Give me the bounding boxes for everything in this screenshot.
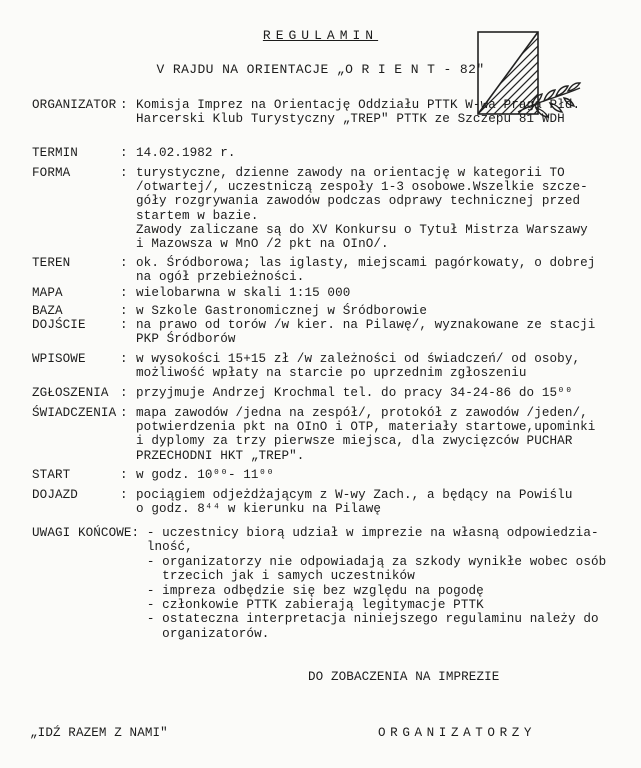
section-value-line: potwierdzenia pkt na OInO i OTP, materiały startowe,upominki: [136, 420, 596, 435]
section-value-line: i dyplomy za trzy pierwsze miejsca, dla zwycięzców PUCHAR: [136, 434, 573, 449]
section-value: [136, 468, 641, 482]
section-value: [136, 286, 641, 300]
section-label: MAPA: [32, 286, 63, 300]
remarks-line: - ostateczna interpretacja niniejszego regulaminu należy do: [32, 612, 599, 627]
section-label: ORGANIZATOR: [32, 98, 117, 112]
label-colon: :: [120, 286, 128, 300]
label-colon: :: [120, 318, 128, 332]
section-label: BAZA: [32, 304, 63, 318]
section-value-line: Zawody zaliczane są do XV Konkursu o Tytuł Mistrza Warszawy: [136, 222, 588, 237]
label-colon: :: [120, 146, 128, 160]
section-value-line: wielobarwna w skali 1:15 000: [136, 286, 351, 300]
section-value-line: na ogół przebieżności.: [136, 270, 305, 285]
section-value-line: PRZECHODNI HKT „TREP".: [136, 448, 305, 463]
section-value: [136, 352, 641, 380]
label-colon: :: [120, 166, 128, 180]
section-label: ŚWIADCZENIA: [32, 406, 117, 420]
section-value-line: w godz. 10⁰⁰- 11⁰⁰: [136, 468, 274, 482]
section-label: DOJAZD: [32, 488, 78, 502]
section-value-line: i Mazowsza w MnO /2 pkt na OInO/.: [136, 237, 389, 252]
section-value-line: ok. Śródborowa; las iglasty, miejscami pagórkowaty, o dobrej: [136, 256, 596, 270]
remarks-line: - impreza odbędzie się bez względu na pogodę: [32, 583, 484, 598]
section-value-line: o godz. 8⁴⁴ w kierunku na Pilawę: [136, 502, 382, 517]
section-value-line: startem w bazie.: [136, 208, 259, 223]
section-value-line: 14.02.1982 r.: [136, 146, 236, 160]
label-colon: :: [120, 256, 128, 270]
remarks-block: [32, 526, 606, 641]
label-colon: :: [120, 352, 128, 366]
remarks-line: - organizatorzy nie odpowiadają za szkody wynikłe wobec osób: [32, 554, 607, 569]
section-label: FORMA: [32, 166, 71, 180]
section-label: TEREN: [32, 256, 71, 270]
label-colon: :: [120, 488, 128, 502]
motto-text: „IDŹ RAZEM Z NAMI": [30, 726, 168, 740]
section-value: [136, 146, 641, 160]
signature-text: ORGANIZATORZY: [378, 726, 537, 740]
section-value: [136, 166, 641, 251]
section-value-line: turystyczne, dzienne zawody na orientację w kategorii TO: [136, 166, 565, 180]
section-value-line: Harcerski Klub Turystyczny „TREP" PTTK ze Szczepu 81 WDH: [136, 112, 565, 127]
section-value: [136, 98, 641, 126]
section-value-line: pociągiem odjeżdżającym z W-wy Zach., a będący na Powiślu: [136, 488, 573, 502]
document-subtitle: V RAJDU NA ORIENTACJE „O R I E N T - 82": [156, 62, 485, 77]
section-label: START: [32, 468, 71, 482]
closing-text: DO ZOBACZENIA NA IMPREZIE: [308, 670, 500, 684]
label-colon: :: [120, 468, 128, 482]
section-value-line: mapa zawodów /jedna na zespół/, protokół z zawodów /jeden/,: [136, 406, 588, 420]
section-value: [136, 406, 641, 463]
section-label: ZGŁOSZENIA: [32, 386, 109, 400]
section-value: [136, 386, 641, 400]
section-value: [136, 256, 641, 284]
section-value-line: góły rozgrywania zawodów podczas odprawy technicznej przed: [136, 194, 581, 209]
remarks-line: UWAGI KOŃCOWE: - uczestnicy biorą udział w imprezie na własną odpowiedzia-: [32, 526, 599, 540]
section-value-line: w wysokości 15+15 zł /w zależności od świadczeń/ od osoby,: [136, 352, 581, 366]
remarks-line: organizatorów.: [32, 626, 270, 641]
section-label: DOJŚCIE: [32, 318, 86, 332]
section-value-line: Komisja Imprez na Orientację Oddziału PTTK W-wa Praga Płd.: [136, 98, 581, 112]
section-value-line: przyjmuje Andrzej Krochmal tel. do pracy 34-24-86 do 15⁰⁰: [136, 386, 573, 400]
remarks-line: lność,: [32, 540, 193, 555]
label-colon: :: [120, 98, 128, 112]
label-colon: :: [120, 406, 128, 420]
document-title: REGULAMIN: [262, 28, 379, 43]
section-value: [136, 488, 641, 516]
section-value: [136, 304, 641, 318]
section-value-line: PKP Śródborów: [136, 332, 236, 347]
section-value-line: możliwość wpłaty na starcie po uprzednim zgłoszeniu: [136, 366, 527, 381]
section-label: WPISOWE: [32, 352, 86, 366]
section-label: TERMIN: [32, 146, 78, 160]
remarks-line: - członkowie PTTK zabierają legitymacje PTTK: [32, 598, 484, 613]
label-colon: :: [120, 386, 128, 400]
section-value-line: na prawo od torów /w kier. na Pilawę/, wyznakowane ze stacji: [136, 318, 596, 332]
section-value: [136, 318, 641, 346]
section-value-line: /otwartej/, uczestniczą zespoły 1-3 osobowe.Wszelkie szcze-: [136, 180, 588, 195]
remarks-line: trzecich jak i samych uczestników: [32, 569, 415, 584]
section-value-line: w Szkole Gastronomicznej w Śródborowie: [136, 304, 427, 318]
label-colon: :: [120, 304, 128, 318]
